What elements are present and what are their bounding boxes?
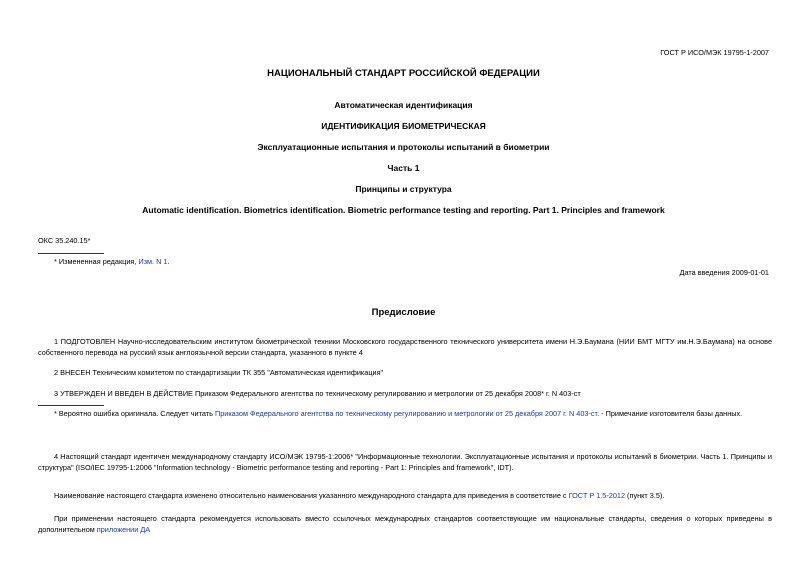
preface-item-2 (38, 368, 772, 379)
preface-item-1-text: 1 ПОДГОТОВЛЕН Научно-исследовательским институтом биометрической техники Московского государственного технического университета имени Н.Э.Баумана (НИИ БМТ МГТУ им.Н.Э.Баумана) на основе собственного перевода на русский язык англоязычной версии стандарта, указанного в пункте 4 (38, 337, 772, 357)
footnote-divider (38, 253, 104, 254)
preface-item-3 (38, 389, 772, 400)
principles-title: Принципы и структура (355, 184, 452, 194)
preface-item-4-text: 4 Настоящий стандарт идентичен международному стандарту ИСО/МЭК 19795-1:2006* "Информационные технологии. Эксплуатационные испытания и протоколы испытаний в биометрии. Часть 1. Принципы и структура" (ISO/IEC 19795-1:2006 "Information technology - Biometric performance testing and reporting - Part 1: Principles and framework", IDT). (38, 452, 772, 472)
footnote-amendment (54, 257, 170, 266)
effective-date: Дата введения 2009-01-01 (679, 268, 769, 277)
footnote-errata-suffix: . - Примечание изготовителя базы данных. (597, 409, 743, 418)
gost-link[interactable]: ГОСТ Р 1.5-2012 (568, 491, 626, 500)
preface-item-1 (38, 337, 772, 359)
appendix-link[interactable]: приложении ДА (96, 524, 151, 534)
order-link[interactable]: Приказом Федерального агентства по техническому регулированию и метрологии от 25 декабря 2007 г. N 403-ст (214, 409, 598, 418)
preface-references (38, 514, 772, 536)
footnote-amendment-suffix: . (167, 257, 170, 266)
biometric-id-title: ИДЕНТИФИКАЦИЯ БИОМЕТРИЧЕСКАЯ (321, 121, 486, 131)
subtitle: Эксплуатационные испытания и протоколы испытаний в биометрии (257, 142, 550, 152)
oks-code: ОКС 35.240.15* (38, 236, 91, 245)
preface-item-2-text: 2 ВНЕСЕН Техническим комитетом по стандартизации ТК 355 "Автоматическая идентификация" (54, 368, 384, 377)
preface-name-change (38, 491, 772, 502)
national-standard-title: НАЦИОНАЛЬНЫЙ СТАНДАРТ РОССИЙСКОЙ ФЕДЕРАЦИИ (267, 68, 540, 79)
standard-code-header: ГОСТ Р ИСО/МЭК 19795-1-2007 (660, 48, 769, 57)
preface-name-change-suffix: (пункт 3.5). (625, 491, 665, 500)
footnote-divider-2 (38, 405, 104, 406)
footnote-errata (54, 409, 742, 418)
preface-item-3-text: 3 УТВЕРЖДЕН И ВВЕДЕН В ДЕЙСТВИЕ Приказом Федерального агентства по техническому регулированию и метрологии от 25 декабря 2008* г. N 403-ст (54, 389, 581, 398)
preface-heading: Предисловие (371, 307, 436, 318)
part-number: Часть 1 (387, 163, 420, 173)
preface-name-change-text: Наименование настоящего стандарта изменено относительно наименования указанного международного стандарта для приведения в соответствие с (54, 491, 569, 500)
footnote-errata-text: * Вероятно ошибка оригинала. Следует читать (54, 409, 215, 418)
footnote-amendment-text: * Измененная редакция, (54, 257, 139, 266)
preface-item-4 (38, 452, 772, 474)
english-title: Automatic identification. Biometrics identification. Biometric performance testing and reporting. Part 1. Principles and framework (142, 205, 665, 215)
auto-id-title: Автоматическая идентификация (334, 100, 473, 110)
preface-references-text: При применении настоящего стандарта рекомендуется использовать вместо ссылочных международных стандартов соответствующие им национальные стандарты, сведения о которых приведены в дополнительном (38, 514, 772, 534)
amendment-link[interactable]: Изм. N 1 (138, 257, 168, 266)
